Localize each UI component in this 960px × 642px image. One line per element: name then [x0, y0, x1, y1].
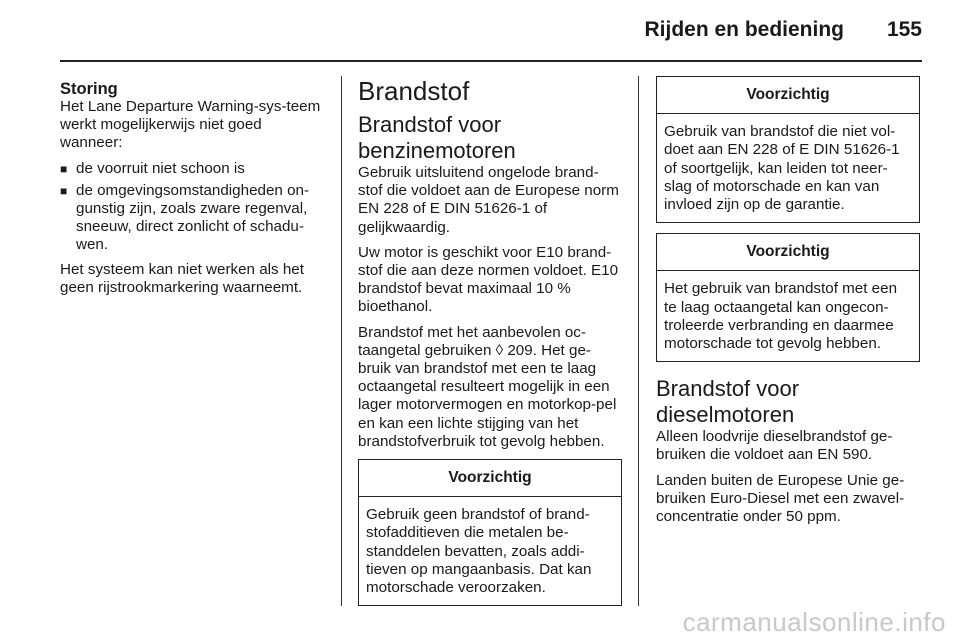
caution-title: Voorzichtig: [657, 77, 919, 114]
caution-text: Het gebruik van brandstof met een te laag octaangetal kan ongecon-troleerde verbranding en daarmee motorschade tot gevolg hebben.: [664, 280, 898, 353]
storing-intro: Het Lane Departure Warning-sys-teem werkt mogelijkerwijs niet goed wanneer:: [60, 98, 321, 152]
column-divider-2: [638, 76, 639, 606]
list-item-text: de voorruit niet schoon is: [76, 159, 245, 177]
caution-box-octane: [656, 233, 920, 362]
column-diesel: [656, 76, 920, 533]
caution-box-norm: [656, 76, 920, 223]
header-rule: [60, 60, 922, 62]
bullet-icon: ■: [60, 161, 68, 176]
list-item-text: de omgevingsomstandigheden on-gunstig zijn, zoals zware regenval, sneeuw, direct zonlicht of schadu-wen.: [76, 181, 310, 254]
caution-title: Voorzichtig: [359, 460, 621, 497]
page-number: 155: [886, 18, 922, 41]
benzine-paragraph-3: Brandstof met het aanbevolen oc-taangetal gebruiken ◊ 209. Het ge-bruik van brandstof met een te laag octaangetal resulteert mogelijk in een lager motorvermogen en motorkop-pel en kan een lichte stijging van het brandstofverbruik tot gevolg hebben.: [358, 323, 617, 450]
page-header: [60, 18, 922, 46]
diesel-paragraph-2: Landen buiten de Europese Unie ge-bruiken Euro-Diesel met een zwavel-concentratie onder 50 ppm.: [656, 471, 905, 526]
column-divider-1: [341, 76, 342, 606]
diesel-paragraph-1: Alleen loodvrije dieselbrandstof ge-bruiken die voldoet aan EN 590.: [656, 428, 893, 464]
list-item: [60, 160, 328, 178]
benzine-paragraph-2: Uw motor is geschikt voor E10 brand-stof die aan deze normen voldoet. E10 brandstof bevat maximaal 10 % bioethanol.: [358, 243, 619, 316]
caution-text: Gebruik geen brandstof of brand-stofadditieven die metalen be-standdelen bevatten, zoals addi-tieven op mangaanbasis. Dat kan motorschade veroorzaken.: [366, 506, 592, 597]
list-item: [60, 182, 328, 255]
caution-title: Voorzichtig: [657, 234, 919, 271]
benzine-paragraph-1: Gebruik uitsluitend ongelode brand-stof die voldoet aan de Europese norm EN 228 of E DIN 51626-1 of gelijkwaardig.: [358, 164, 619, 236]
watermark: carmanualsonline.info: [682, 607, 946, 637]
section-heading-brandstof: Brandstof: [358, 76, 470, 106]
column-brandstof: [358, 76, 622, 612]
section-heading-storing: Storing: [60, 80, 118, 98]
subheading-diesel: Brandstof voor dieselmotoren: [656, 376, 800, 428]
storing-bullet-list: [60, 160, 328, 255]
bullet-icon: ■: [60, 183, 68, 198]
caution-text: Gebruik van brandstof die niet vol-doet aan EN 228 of E DIN 51626-1 of soortgelijk, kan leiden tot neer-slag of motorschade en kan van invloed zijn op de garantie.: [664, 123, 900, 214]
column-storing: [60, 76, 328, 304]
storing-outro: Het systeem kan niet werken als het geen rijstrookmarkering waarneemt.: [60, 260, 304, 296]
subheading-benzine: Brandstof voor benzinemotoren: [358, 112, 516, 163]
caution-box-additives: [358, 459, 622, 606]
header-title: Rijden en bediening: [644, 18, 844, 41]
